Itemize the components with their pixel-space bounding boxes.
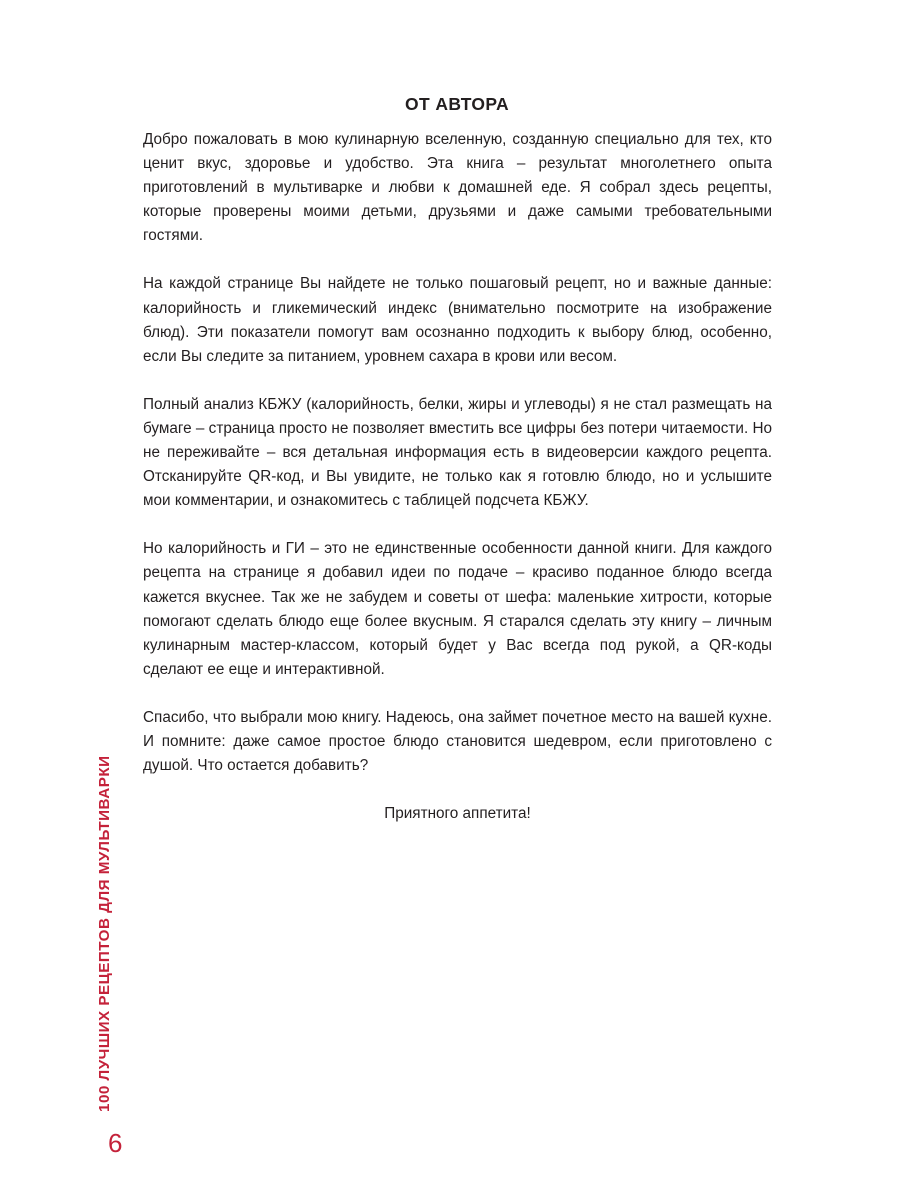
- page-title: ОТ АВТОРА: [404, 93, 509, 114]
- paragraph-2: На каждой странице Вы найдете не только пошаговый рецепт, но и важные данные: калорийность и гликемический индекс (внимательно посмотрите на изображение блюд). Эти показатели помогут вам осознанно подходить к выбору блюд, особенно, если Вы следите за питанием, уровнем сахара в крови или весом.: [143, 275, 772, 365]
- closing-line: Приятного аппетита!: [384, 805, 531, 823]
- paragraph-3: Полный анализ КБЖУ (калорийность, белки, жиры и углеводы) я не стал размещать на бумаге – страница просто не позволяет вместить все цифры без потери читаемости. Но не переживайте – вся детальная информация есть в видеоверсии каждого рецепта. Отсканируйте QR-код, и Вы увидите, не только как я готовлю блюдо, но и услышите мои комментарии, и ознакомитесь с таблицей подсчета КБЖУ.: [143, 395, 773, 510]
- running-head-area: [0, 0, 140, 1200]
- vertical-running-head: 100 ЛУЧШИХ РЕЦЕПТОВ ДЛЯ МУЛЬТИВАРКИ: [96, 755, 113, 1112]
- paragraph-1: Добро пожаловать в мою кулинарную вселенную, созданную специально для тех, кто ценит вкус, здоровье и удобство. Эта книга – результат многолетнего опыта приготовлений в мультиварке и любви к домашней еде. Я собрал здесь рецепты, которые проверены моими детьми, друзьями и даже самыми требовательными гостями.: [143, 131, 772, 245]
- paragraph-5: Спасибо, что выбрали мою книгу. Надеюсь, она займет почетное место на вашей кухне. И помните: даже самое простое блюдо становится шедевром, если приготовлено с душой. Что остается добавить?: [143, 708, 772, 775]
- body-text-column: [143, 128, 772, 826]
- paragraph-4: Но калорийность и ГИ – это не единственные особенности данной книги. Для каждого рецепта на странице я добавил идеи по подаче – красиво поданное блюдо всегда кажется вкуснее. Так же не забудем и советы от шефа: маленькие хитрости, которые помогают сделать блюдо еще более вкусным. Я старался сделать эту книгу – личным кулинарным мастер-классом, который будет у Вас всегда под рукой, а QR-коды сделают ее еще и интерактивной.: [143, 540, 772, 678]
- page-number: 6: [108, 1128, 123, 1158]
